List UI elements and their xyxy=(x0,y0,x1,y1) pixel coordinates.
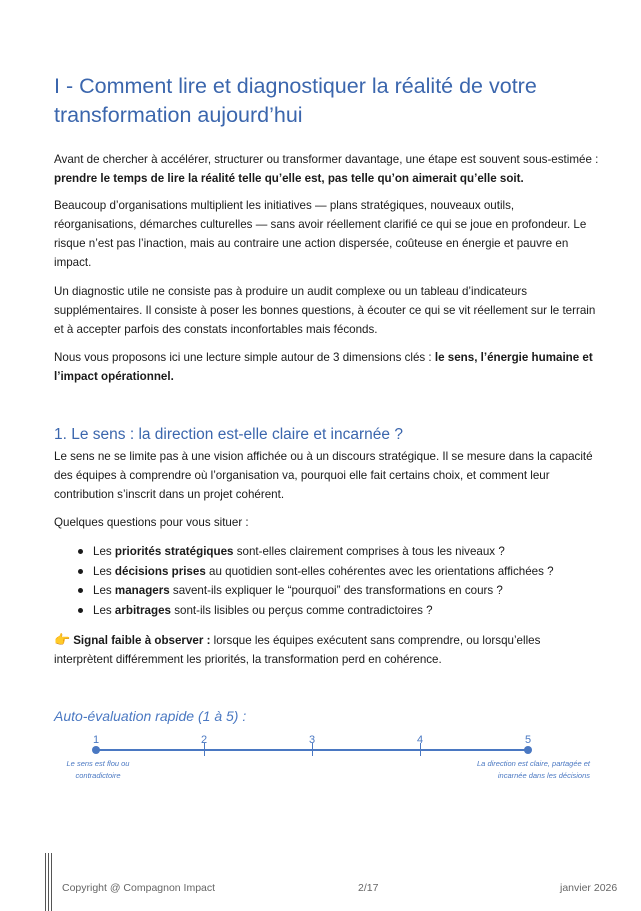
weak-signal-text: lorsque les équipes exécutent sans comprendre, ou lorsqu’elles interprètent différemment les priorités, la transformation perd en cohérence. xyxy=(54,634,541,666)
intro-paragraph-4 xyxy=(54,348,599,386)
intro-p4-bold: le sens, l’énergie humaine et l’impact opérationnel. xyxy=(54,351,593,383)
list-item: Les managers savent-ils expliquer le “pourquoi” des transformations en cours ? xyxy=(78,581,598,601)
scale-high-label: La direction est claire, partagée et incarnée dans les décisions xyxy=(477,759,590,780)
list-item: Les priorités stratégiques sont-elles clairement comprises à tous les niveaux ? xyxy=(78,542,598,562)
questions-list xyxy=(78,542,598,621)
intro-p4-text: Nous vous proposons ici une lecture simple autour de 3 dimensions clés : xyxy=(54,351,435,364)
intro-p1-text: Avant de chercher à accélérer, structurer ou transformer davantage, une étape est souvent sous-estimée : xyxy=(54,153,599,166)
self-evaluation-title: Auto-évaluation rapide (1 à 5) : xyxy=(54,708,247,724)
footer-date: janvier 2026 xyxy=(560,882,618,894)
list-item: Les décisions prises au quotidien sont-elles cohérentes avec les orientations affichées ? xyxy=(78,562,598,582)
pointing-hand-icon: 👉 xyxy=(54,632,71,647)
margin-line xyxy=(48,853,49,911)
footer-copyright: Copyright @ Compagnon Impact xyxy=(62,882,216,894)
section-1-paragraph: Le sens ne se limite pas à une vision affichée ou à un discours stratégique. Il se mesure dans la capacité des équipes à comprendre où l’organisation va, pourquoi elle fait certains choix, et comment leur contribution s’inscrit dans un projet cohérent. xyxy=(54,450,593,501)
intro-p1-bold: prendre le temps de lire la réalité telle qu’elle est, pas telle qu’on aimerait qu’elle soit. xyxy=(54,172,524,185)
section-1-heading: 1. Le sens : la direction est-elle claire et incarnée ? xyxy=(54,426,403,443)
intro-paragraph-3: Un diagnostic utile ne consiste pas à produire un audit complexe ou un tableau d’indicateurs supplémentaires. Il consiste à poser les bonnes questions, à écouter ce qui se vit réellement sur le terrain et à accepter parfois des constats inconfortables mais féconds. xyxy=(54,285,596,336)
scale-low-label: Le sens est flou ou contradictoire xyxy=(66,759,130,780)
list-item: Les arbitrages sont-ils lisibles ou perçus comme contradictoires ? xyxy=(78,601,598,621)
scale-dot-5 xyxy=(524,746,532,754)
scale-number-1: 1 xyxy=(93,734,100,746)
intro-paragraph-1 xyxy=(54,150,599,188)
intro-paragraph-2: Beaucoup d’organisations multiplient les initiatives — plans stratégiques, nouveaux outils, réorganisations, démarches culturelles — sans avoir réellement clarifié ce qui se joue en profondeur. Le risque n’est pas l’inaction, mais au contraire une action dispersée, coûteuse en énergie et pauvre en impact. xyxy=(54,199,587,269)
weak-signal-paragraph xyxy=(54,630,599,669)
scale-number-4: 4 xyxy=(417,734,424,746)
scale-number-3: 3 xyxy=(309,734,316,746)
scale-number-5: 5 xyxy=(525,734,532,746)
footer-page-number: 2/17 xyxy=(358,882,379,894)
scale-dot-1 xyxy=(92,746,100,754)
scale-number-2: 2 xyxy=(201,734,208,746)
weak-signal-label: Signal faible à observer : xyxy=(73,634,211,647)
questions-intro: Quelques questions pour vous situer : xyxy=(54,516,249,529)
margin-line xyxy=(45,853,46,911)
margin-line xyxy=(51,853,52,911)
page-title: I - Comment lire et diagnostiquer la réalité de votre transformation aujourd’hui xyxy=(54,74,537,127)
